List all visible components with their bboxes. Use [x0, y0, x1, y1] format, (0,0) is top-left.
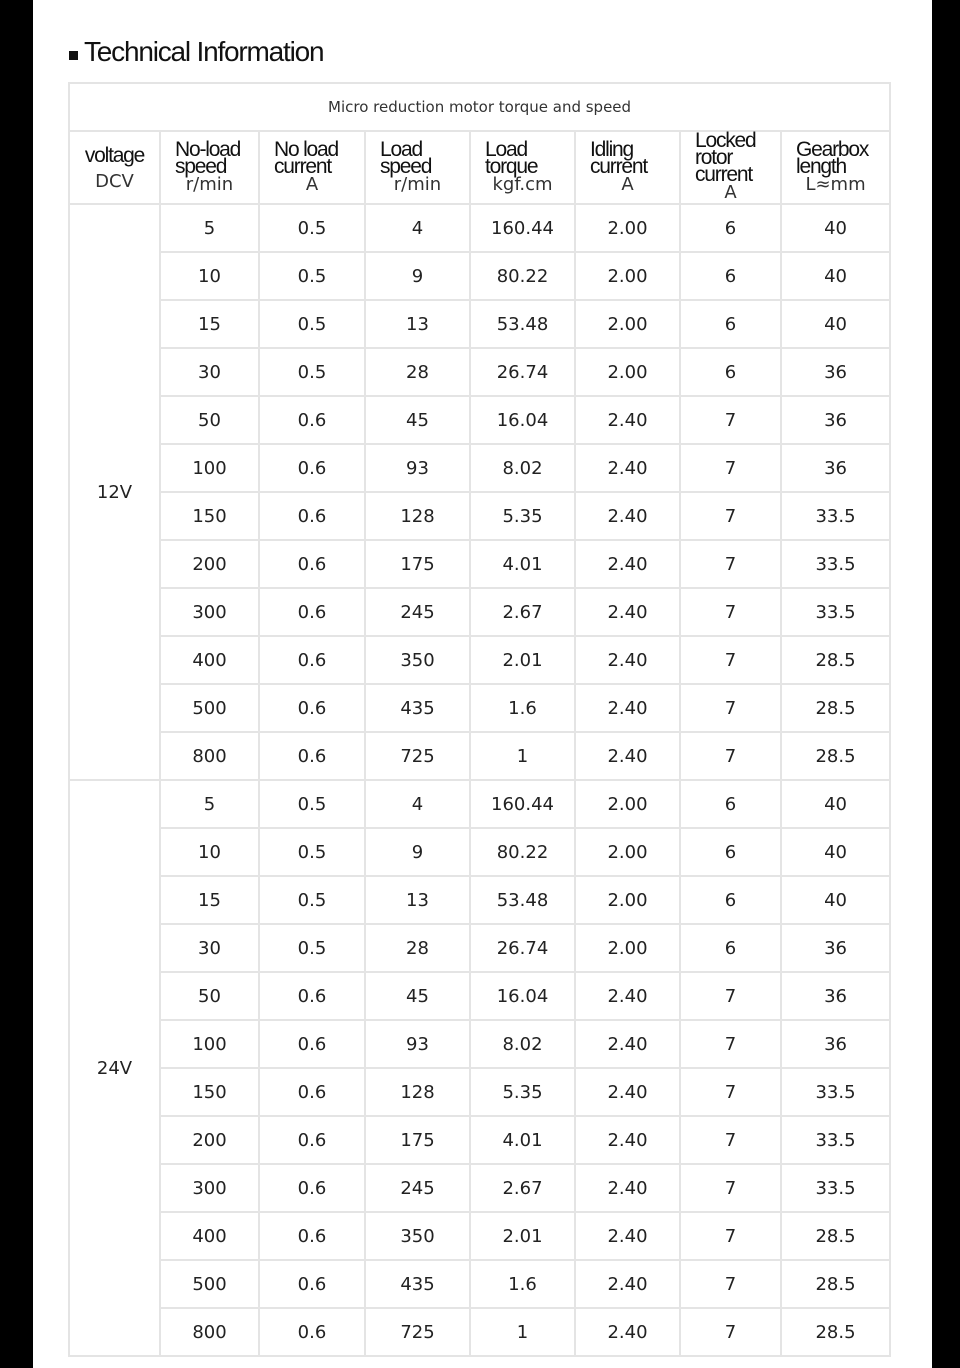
table-cell: 800 [160, 1308, 259, 1356]
table-cell: 0.6 [259, 492, 365, 540]
column-header-name: Load torque [485, 137, 538, 178]
table-cell: 2.40 [575, 636, 680, 684]
table-cell: 2.67 [470, 588, 575, 636]
table-cell: 50 [160, 396, 259, 444]
table-cell: 28.5 [781, 1260, 890, 1308]
table-cell: 245 [365, 588, 470, 636]
table-cell: 2.00 [575, 252, 680, 300]
table-cell: 2.00 [575, 780, 680, 828]
table-cell: 40 [781, 828, 890, 876]
table-cell: 175 [365, 1116, 470, 1164]
table-cell: 26.74 [470, 924, 575, 972]
column-header-unit: A [305, 173, 319, 195]
table-cell: 7 [680, 1116, 781, 1164]
table-row [69, 300, 890, 348]
table-header-row [69, 131, 890, 204]
table-cell: 2.01 [470, 1212, 575, 1260]
table-cell: 6 [680, 300, 781, 348]
table-cell: 0.5 [259, 828, 365, 876]
table-cell: 725 [365, 732, 470, 780]
column-header-unit: DCV [95, 170, 134, 192]
table-cell: 2.40 [575, 588, 680, 636]
table-cell: 0.6 [259, 1260, 365, 1308]
table-cell: 16.04 [470, 396, 575, 444]
table-cell: 28.5 [781, 636, 890, 684]
table-cell: 36 [781, 444, 890, 492]
table-cell: 0.6 [259, 1164, 365, 1212]
section-heading [69, 36, 323, 68]
table-cell: 5 [160, 780, 259, 828]
table-cell: 2.40 [575, 1116, 680, 1164]
column-header-unit: kgf.cm [492, 173, 553, 195]
table-cell: 2.40 [575, 1308, 680, 1356]
table-cell: 28.5 [781, 684, 890, 732]
column-header [259, 131, 365, 204]
table-cell: 36 [781, 972, 890, 1020]
table-cell: 7 [680, 588, 781, 636]
table-cell: 40 [781, 300, 890, 348]
table-cell: 0.5 [259, 300, 365, 348]
table-cell: 6 [680, 828, 781, 876]
table-row [69, 1308, 890, 1356]
table-cell: 30 [160, 348, 259, 396]
table-row [69, 972, 890, 1020]
table-cell: 5.35 [470, 1068, 575, 1116]
table-cell: 1.6 [470, 1260, 575, 1308]
table-cell: 2.40 [575, 1164, 680, 1212]
table-row [69, 1020, 890, 1068]
table-row [69, 924, 890, 972]
table-cell: 245 [365, 1164, 470, 1212]
table-cell: 2.40 [575, 1212, 680, 1260]
table-cell: 45 [365, 396, 470, 444]
column-header-name: voltage [84, 143, 145, 167]
table-cell: 6 [680, 780, 781, 828]
column-header-unit: r/min [185, 173, 234, 195]
table-cell: 2.00 [575, 348, 680, 396]
voltage-group-cell: 24V [69, 780, 160, 1356]
table-caption: Micro reduction motor torque and speed [69, 83, 890, 131]
column-header-name: Load speed [380, 137, 432, 178]
table-cell: 15 [160, 876, 259, 924]
column-header-unit: L≈mm [805, 173, 866, 195]
table-cell: 4.01 [470, 1116, 575, 1164]
table-cell: 400 [160, 636, 259, 684]
table-cell: 200 [160, 1116, 259, 1164]
table-row [69, 492, 890, 540]
table-cell: 28.5 [781, 1212, 890, 1260]
table-cell: 128 [365, 492, 470, 540]
table-cell: 435 [365, 684, 470, 732]
column-header [680, 131, 781, 204]
table-cell: 0.6 [259, 684, 365, 732]
table-cell: 7 [680, 444, 781, 492]
table-cell: 80.22 [470, 252, 575, 300]
column-header-name: No load current [274, 137, 338, 178]
table-cell: 2.00 [575, 300, 680, 348]
table-cell: 10 [160, 252, 259, 300]
table-row [69, 1068, 890, 1116]
table-cell: 300 [160, 588, 259, 636]
table-cell: 2.40 [575, 540, 680, 588]
table-cell: 9 [365, 828, 470, 876]
table-row [69, 540, 890, 588]
table-row [69, 444, 890, 492]
column-header [575, 131, 680, 204]
column-header-unit: A [724, 182, 737, 203]
table-cell: 0.5 [259, 876, 365, 924]
table-cell: 6 [680, 348, 781, 396]
table-cell: 725 [365, 1308, 470, 1356]
table-cell: 33.5 [781, 1068, 890, 1116]
table-cell: 93 [365, 444, 470, 492]
table-cell: 33.5 [781, 1116, 890, 1164]
square-bullet-icon [69, 51, 78, 60]
table-cell: 7 [680, 1260, 781, 1308]
table-cell: 128 [365, 1068, 470, 1116]
table-cell: 7 [680, 492, 781, 540]
table-cell: 0.6 [259, 396, 365, 444]
table-cell: 5.35 [470, 492, 575, 540]
table-cell: 33.5 [781, 492, 890, 540]
table-cell: 4.01 [470, 540, 575, 588]
table-cell: 0.6 [259, 636, 365, 684]
table-cell: 6 [680, 204, 781, 252]
table-cell: 0.6 [259, 1068, 365, 1116]
table-cell: 6 [680, 252, 781, 300]
table-cell: 28.5 [781, 732, 890, 780]
column-header [365, 131, 470, 204]
table-cell: 16.04 [470, 972, 575, 1020]
table-row [69, 204, 890, 252]
table-body [69, 204, 890, 1356]
table-cell: 7 [680, 732, 781, 780]
voltage-group-cell: 12V [69, 204, 160, 780]
table-cell: 2.40 [575, 1020, 680, 1068]
table-cell: 13 [365, 300, 470, 348]
table-cell: 6 [680, 924, 781, 972]
table-cell: 350 [365, 636, 470, 684]
table-cell: 7 [680, 1068, 781, 1116]
table-cell: 7 [680, 1164, 781, 1212]
table-row [69, 348, 890, 396]
table-cell: 45 [365, 972, 470, 1020]
table-cell: 2.40 [575, 972, 680, 1020]
table-cell: 26.74 [470, 348, 575, 396]
table-row [69, 1116, 890, 1164]
table-cell: 40 [781, 252, 890, 300]
table-cell: 2.40 [575, 444, 680, 492]
table-cell: 7 [680, 972, 781, 1020]
table-row [69, 396, 890, 444]
table-cell: 1 [470, 1308, 575, 1356]
table-cell: 28 [365, 924, 470, 972]
table-cell: 36 [781, 348, 890, 396]
table-cell: 500 [160, 1260, 259, 1308]
table-cell: 150 [160, 1068, 259, 1116]
table-row [69, 588, 890, 636]
table-cell: 1 [470, 732, 575, 780]
table-cell: 300 [160, 1164, 259, 1212]
table-row [69, 780, 890, 828]
table-cell: 36 [781, 396, 890, 444]
table-cell: 0.6 [259, 1020, 365, 1068]
table-cell: 40 [781, 780, 890, 828]
column-header-name: Gearbox length [796, 137, 869, 178]
table-cell: 8.02 [470, 444, 575, 492]
table-cell: 160.44 [470, 204, 575, 252]
table-cell: 160.44 [470, 780, 575, 828]
table-cell: 7 [680, 540, 781, 588]
table-cell: 100 [160, 444, 259, 492]
table-cell: 10 [160, 828, 259, 876]
column-header [69, 131, 160, 204]
page [33, 0, 932, 1368]
table-cell: 0.6 [259, 444, 365, 492]
table-row [69, 252, 890, 300]
table-cell: 7 [680, 1308, 781, 1356]
table-row [69, 828, 890, 876]
column-header [470, 131, 575, 204]
column-header [781, 131, 890, 204]
table-cell: 30 [160, 924, 259, 972]
table-row [69, 732, 890, 780]
table-cell: 400 [160, 1212, 259, 1260]
table-row [69, 876, 890, 924]
table-cell: 4 [365, 780, 470, 828]
table-row [69, 1212, 890, 1260]
table-cell: 435 [365, 1260, 470, 1308]
table-row [69, 1260, 890, 1308]
table-cell: 0.6 [259, 588, 365, 636]
table-cell: 150 [160, 492, 259, 540]
table-cell: 36 [781, 924, 890, 972]
table-cell: 5 [160, 204, 259, 252]
column-header-unit: r/min [393, 173, 442, 195]
table-cell: 2.67 [470, 1164, 575, 1212]
table-cell: 0.5 [259, 348, 365, 396]
table-cell: 28.5 [781, 1308, 890, 1356]
table-cell: 8.02 [470, 1020, 575, 1068]
table-cell: 40 [781, 204, 890, 252]
column-header-name: No-load speed [175, 137, 241, 178]
table-cell: 0.6 [259, 1308, 365, 1356]
table-cell: 4 [365, 204, 470, 252]
table-cell: 1.6 [470, 684, 575, 732]
table-cell: 500 [160, 684, 259, 732]
table-cell: 93 [365, 1020, 470, 1068]
table-cell: 28 [365, 348, 470, 396]
table-cell: 0.6 [259, 1116, 365, 1164]
table-cell: 200 [160, 540, 259, 588]
table-cell: 2.40 [575, 492, 680, 540]
table-cell: 6 [680, 876, 781, 924]
table-cell: 0.6 [259, 1212, 365, 1260]
table-cell: 100 [160, 1020, 259, 1068]
table-cell: 2.40 [575, 396, 680, 444]
table-cell: 7 [680, 636, 781, 684]
table-cell: 2.00 [575, 876, 680, 924]
table-cell: 36 [781, 1020, 890, 1068]
table-cell: 33.5 [781, 1164, 890, 1212]
table-cell: 50 [160, 972, 259, 1020]
spec-table [68, 82, 891, 1357]
table-cell: 0.6 [259, 972, 365, 1020]
table-cell: 7 [680, 1212, 781, 1260]
column-header-name: Locked rotor current [695, 129, 756, 186]
table-row [69, 684, 890, 732]
table-cell: 9 [365, 252, 470, 300]
table-cell: 40 [781, 876, 890, 924]
table-cell: 2.00 [575, 204, 680, 252]
column-header-unit: A [621, 173, 634, 195]
table-row [69, 636, 890, 684]
table-cell: 2.40 [575, 1068, 680, 1116]
table-cell: 2.40 [575, 684, 680, 732]
table-cell: 0.6 [259, 732, 365, 780]
table-cell: 7 [680, 396, 781, 444]
table-cell: 15 [160, 300, 259, 348]
table-cell: 0.5 [259, 252, 365, 300]
table-cell: 0.6 [259, 540, 365, 588]
table-cell: 7 [680, 684, 781, 732]
table-cell: 2.40 [575, 732, 680, 780]
table-cell: 13 [365, 876, 470, 924]
table-cell: 2.40 [575, 1260, 680, 1308]
table-cell: 175 [365, 540, 470, 588]
table-cell: 800 [160, 732, 259, 780]
table-cell: 33.5 [781, 588, 890, 636]
table-cell: 350 [365, 1212, 470, 1260]
table-cell: 2.00 [575, 924, 680, 972]
table-cell: 53.48 [470, 300, 575, 348]
table-cell: 80.22 [470, 828, 575, 876]
table-row [69, 1164, 890, 1212]
table-cell: 0.5 [259, 780, 365, 828]
table-cell: 7 [680, 1020, 781, 1068]
table-cell: 0.5 [259, 204, 365, 252]
table-cell: 33.5 [781, 540, 890, 588]
table-cell: 0.5 [259, 924, 365, 972]
table-cell: 2.00 [575, 828, 680, 876]
section-title: Technical Information [84, 36, 324, 67]
table-cell: 2.01 [470, 636, 575, 684]
column-header-name: Idling current [590, 137, 647, 178]
table-cell: 53.48 [470, 876, 575, 924]
column-header [160, 131, 259, 204]
